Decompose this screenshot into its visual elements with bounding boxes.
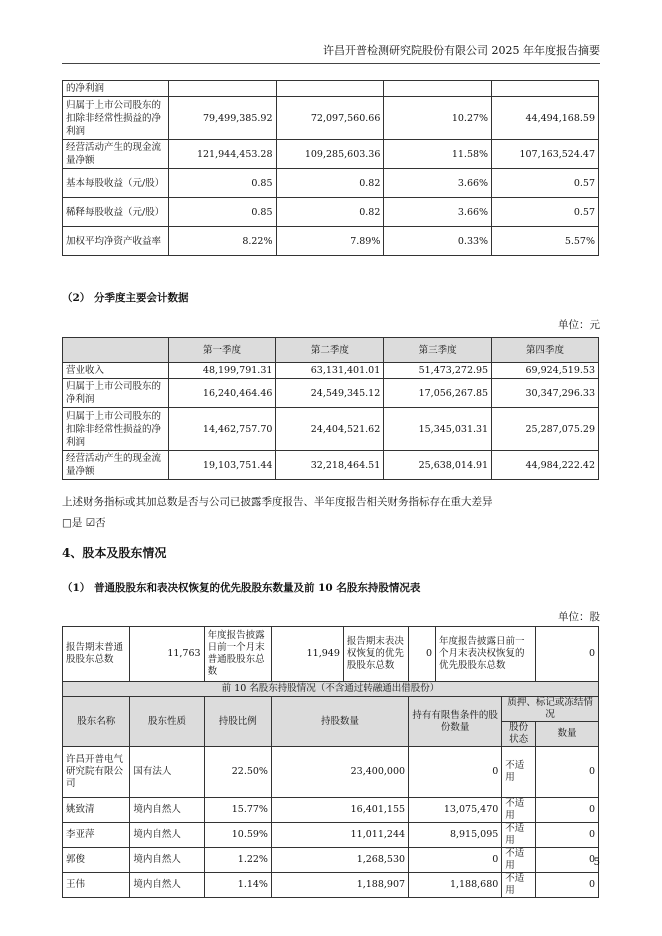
shareholder-restricted: 8,915,095 — [409, 823, 502, 848]
cell-value: 63,131,401.01 — [276, 363, 384, 379]
row-label: 营业收入 — [63, 363, 169, 379]
page-header: 许昌开普检测研究院股份有限公司 2025 年年度报告摘要 — [323, 44, 600, 57]
cell-value: 0.82 — [276, 198, 384, 227]
summary-value-1: 11,763 — [130, 627, 204, 682]
header-cell: 第一季度 — [168, 338, 276, 363]
col-header-nature: 股东性质 — [130, 697, 204, 747]
cell-value: 3.66% — [384, 169, 492, 198]
row-label: 加权平均净资产收益率 — [63, 227, 169, 256]
shareholder-qty: 0 — [536, 798, 599, 823]
summary-label-3: 报告期末表决权恢复的优先股股东总数 — [343, 627, 408, 682]
cell-value: 0.85 — [168, 198, 276, 227]
shareholder-ratio: 22.50% — [204, 747, 271, 798]
col-header-shares: 持股数量 — [271, 697, 408, 747]
header-rule — [62, 63, 600, 64]
cell-value: 10.27% — [384, 97, 492, 140]
header-cell: 第四季度 — [492, 338, 599, 363]
shareholder-ratio: 1.14% — [204, 873, 271, 898]
table-row — [63, 823, 599, 848]
cell-value: 24,404,521.62 — [276, 408, 384, 451]
quarterly-table-body — [63, 363, 599, 480]
col-header-restricted: 持有有限售条件的股份数量 — [409, 697, 502, 747]
cell-value: 79,499,385.92 — [168, 97, 276, 140]
shareholder-name: 郭俊 — [63, 848, 130, 873]
row-label: 的净利润 — [63, 81, 169, 97]
cell-value: 25,638,014.91 — [384, 451, 492, 480]
table-row — [63, 798, 599, 823]
quarterly-table — [62, 337, 599, 480]
cell-value — [168, 81, 276, 97]
shareholder-shares: 11,011,244 — [271, 823, 408, 848]
cell-value: 51,473,272.95 — [384, 363, 492, 379]
table-row — [63, 140, 599, 169]
table-row — [63, 747, 599, 798]
cell-value: 0.57 — [492, 198, 599, 227]
header-cell — [63, 338, 169, 363]
shareholder-status: 不适用 — [502, 747, 536, 798]
cell-value: 8.22% — [168, 227, 276, 256]
cell-value — [276, 81, 384, 97]
cell-value: 14,462,757.70 — [168, 408, 276, 451]
table-row — [63, 451, 599, 480]
summary-row — [63, 627, 599, 682]
cell-value: 107,163,524.47 — [492, 140, 599, 169]
table-row — [63, 379, 599, 408]
summary-label-2: 年度报告披露日前一个月末普通股股东总数 — [204, 627, 271, 682]
cell-value: 11.58% — [384, 140, 492, 169]
cell-value: 7.89% — [276, 227, 384, 256]
col-header-pledge: 质押、标记或冻结情况 — [502, 697, 599, 722]
shareholder-restricted: 13,075,470 — [409, 798, 502, 823]
cell-value: 0.57 — [492, 169, 599, 198]
shareholder-nature: 国有法人 — [130, 747, 204, 798]
cell-value: 32,218,464.51 — [276, 451, 384, 480]
shareholder-ratio: 1.22% — [204, 848, 271, 873]
cell-value: 44,494,168.59 — [492, 97, 599, 140]
cell-value: 69,924,519.53 — [492, 363, 599, 379]
cell-value — [492, 81, 599, 97]
cell-value: 109,285,603.36 — [276, 140, 384, 169]
table-row — [63, 81, 599, 97]
shareholder-ratio: 10.59% — [204, 823, 271, 848]
header-cell: 第二季度 — [276, 338, 384, 363]
quarterly-header-row — [63, 338, 599, 363]
subsection-heading-top10: （1） 普通股股东和表决权恢复的优先股股东数量及前 10 名股东持股情况表 — [62, 582, 421, 594]
table-row — [63, 363, 599, 379]
top10-title-row — [63, 682, 599, 697]
summary-value-4: 0 — [536, 627, 599, 682]
unit-label-quarterly: 单位：元 — [558, 319, 600, 331]
shareholder-nature: 境内自然人 — [130, 873, 204, 898]
row-label: 归属于上市公司股东的净利润 — [63, 379, 169, 408]
shareholder-status: 不适用 — [502, 798, 536, 823]
row-label: 基本每股收益（元/股） — [63, 169, 169, 198]
shareholder-name: 姚致清 — [63, 798, 130, 823]
shareholder-shares: 23,400,000 — [271, 747, 408, 798]
shareholder-status: 不适用 — [502, 873, 536, 898]
shareholder-nature: 境内自然人 — [130, 798, 204, 823]
shareholder-shares: 1,188,907 — [271, 873, 408, 898]
shareholder-restricted: 1,188,680 — [409, 873, 502, 898]
row-label: 归属于上市公司股东的扣除非经常性损益的净利润 — [63, 97, 169, 140]
summary-value-2: 11,949 — [271, 627, 343, 682]
row-label: 归属于上市公司股东的扣除非经常性损益的净利润 — [63, 408, 169, 451]
cell-value: 0.85 — [168, 169, 276, 198]
col-header-qty: 数量 — [536, 722, 599, 747]
shareholder-shares: 16,401,155 — [271, 798, 408, 823]
cell-value: 0.82 — [276, 169, 384, 198]
shareholder-restricted: 0 — [409, 848, 502, 873]
shareholder-qty: 0 — [536, 873, 599, 898]
cell-value: 17,056,267.85 — [384, 379, 492, 408]
table-row — [63, 408, 599, 451]
table-row — [63, 198, 599, 227]
table-row — [63, 97, 599, 140]
shareholders-table — [62, 626, 599, 898]
cell-value: 3.66% — [384, 198, 492, 227]
table-row — [63, 169, 599, 198]
summary-label-1: 报告期末普通股股东总数 — [63, 627, 130, 682]
shareholder-status: 不适用 — [502, 848, 536, 873]
cell-value: 121,944,453.28 — [168, 140, 276, 169]
cell-value: 25,287,075.29 — [492, 408, 599, 451]
shareholder-shares: 1,268,530 — [271, 848, 408, 873]
cell-value: 48,199,791.31 — [168, 363, 276, 379]
table-row — [63, 227, 599, 256]
shareholder-name: 许昌开普电气研究院有限公司 — [63, 747, 130, 798]
section-heading-quarterly: （2） 分季度主要会计数据 — [62, 292, 189, 304]
table-row — [63, 848, 599, 873]
header-cell: 第三季度 — [384, 338, 492, 363]
shareholder-status: 不适用 — [502, 823, 536, 848]
cell-value: 5.57% — [492, 227, 599, 256]
row-label: 稀释每股收益（元/股） — [63, 198, 169, 227]
cell-value: 24,549,345.12 — [276, 379, 384, 408]
col-header-name: 股东名称 — [63, 697, 130, 747]
shareholders-table-body — [63, 747, 599, 898]
shareholder-qty: 0 — [536, 823, 599, 848]
cell-value: 0.33% — [384, 227, 492, 256]
top10-title: 前 10 名股东持股情况（不含通过转融通出借股份） — [63, 682, 599, 697]
cell-value: 16,240,464.46 — [168, 379, 276, 408]
column-header-row — [63, 697, 599, 722]
shareholder-name: 王伟 — [63, 873, 130, 898]
diff-note: 上述财务指标或其加总数是否与公司已披露季度报告、半年度报告相关财务指标存在重大差异 — [62, 496, 493, 508]
shareholder-qty: 0 — [536, 747, 599, 798]
main-accounting-table — [62, 80, 599, 256]
cell-value: 72,097,560.66 — [276, 97, 384, 140]
cell-value: 44,984,222.42 — [492, 451, 599, 480]
summary-value-3: 0 — [409, 627, 436, 682]
section-heading-shareholders: 4、股本及股东情况 — [62, 546, 167, 560]
shareholder-nature: 境内自然人 — [130, 848, 204, 873]
shareholder-name: 李亚萍 — [63, 823, 130, 848]
cell-value: 15,345,031.31 — [384, 408, 492, 451]
shareholder-qty: 0 — [536, 848, 599, 873]
cell-value — [384, 81, 492, 97]
summary-label-4: 年度报告披露日前一个月末表决权恢复的优先股股东总数 — [436, 627, 536, 682]
cell-value: 30,347,296.33 — [492, 379, 599, 408]
shareholder-ratio: 15.77% — [204, 798, 271, 823]
shareholder-restricted: 0 — [409, 747, 502, 798]
diff-choice: □是 ☑否 — [62, 517, 106, 529]
col-header-status: 股份状态 — [502, 722, 536, 747]
page-number: 5 — [593, 857, 600, 868]
row-label: 经营活动产生的现金流量净额 — [63, 140, 169, 169]
cell-value: 19,103,751.44 — [168, 451, 276, 480]
shareholder-nature: 境内自然人 — [130, 823, 204, 848]
main-accounting-table-body — [63, 81, 599, 256]
unit-label-shares: 单位：股 — [558, 611, 600, 623]
table-row — [63, 873, 599, 898]
row-label: 经营活动产生的现金流量净额 — [63, 451, 169, 480]
col-header-ratio: 持股比例 — [204, 697, 271, 747]
